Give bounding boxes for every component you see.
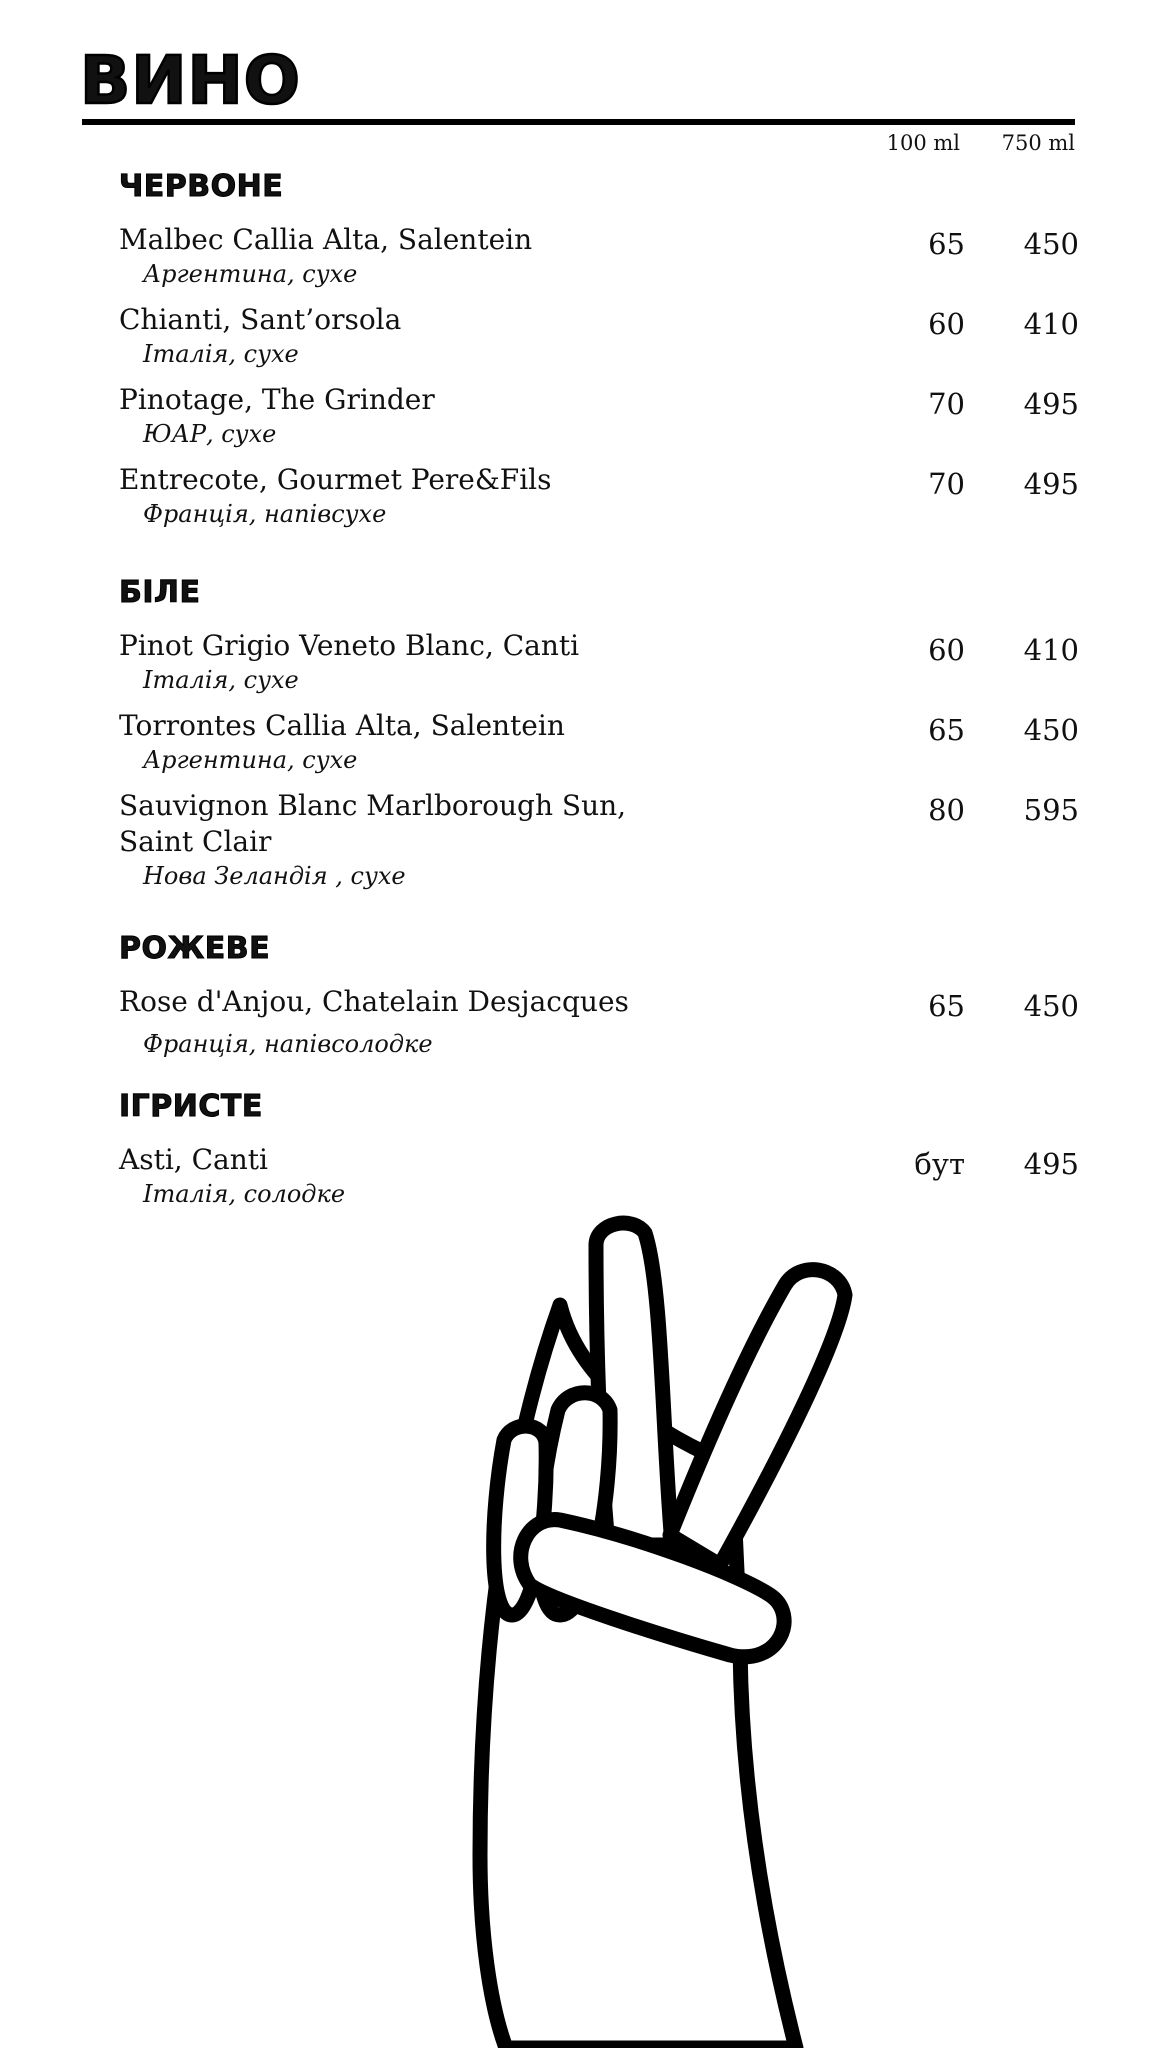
wine-name: Chianti, Sant’orsola: [119, 303, 402, 336]
menu-item: [119, 462, 1079, 530]
menu-item: [119, 222, 1079, 290]
menu-item: [119, 984, 1079, 1060]
price-100ml: 65: [928, 989, 965, 1023]
price-100ml: 65: [928, 227, 965, 261]
price-750ml: 450: [1023, 713, 1079, 747]
wine-origin: Італія, сухе: [143, 340, 299, 368]
menu-item: [119, 382, 1079, 450]
wine-origin: Аргентина, сухе: [143, 260, 358, 288]
price-100ml: 80: [928, 793, 965, 827]
section-rose: [119, 931, 1079, 1072]
peace-hand-icon: [440, 1215, 880, 2048]
price-750ml: 410: [1023, 633, 1079, 667]
section-white: [119, 575, 1079, 904]
price-750ml: 410: [1023, 307, 1079, 341]
wine-name: Torrontes Callia Alta, Salentein: [119, 709, 565, 742]
price-750ml: 495: [1023, 467, 1079, 501]
price-750ml: 595: [1023, 793, 1079, 827]
menu-item: [119, 302, 1079, 370]
wine-name: Asti, Canti: [119, 1143, 268, 1176]
price-100ml: 65: [928, 713, 965, 747]
wine-origin: Італія, солодке: [143, 1180, 346, 1208]
section-sparkling: [119, 1089, 1079, 1222]
price-100ml: 70: [928, 467, 965, 501]
wine-name: Malbec Callia Alta, Salentein: [119, 223, 533, 256]
wine-origin: Франція, напівсолодке: [143, 1030, 433, 1058]
menu-item: [119, 628, 1079, 696]
wine-name: Rose d'Anjou, Chatelain Desjacques: [119, 985, 629, 1018]
menu-item: [119, 708, 1079, 776]
wine-origin: Аргентина, сухе: [143, 746, 358, 774]
price-750ml: 450: [1023, 989, 1079, 1023]
price-750ml: 495: [1023, 1147, 1079, 1181]
wine-origin: Нова Зеландія , сухе: [143, 862, 406, 890]
price-100ml: 60: [928, 633, 965, 667]
wine-name: Sauvignon Blanc Marlborough Sun, Saint Clair: [119, 789, 627, 858]
price-100ml: 70: [928, 387, 965, 421]
column-header-750ml: 750 ml: [1001, 131, 1075, 155]
title-rule: [82, 119, 1075, 125]
menu-item: [119, 1142, 1079, 1210]
section-title: РОЖЕВЕ: [119, 931, 271, 966]
section-title: БІЛЕ: [119, 575, 201, 610]
menu-item: [119, 788, 1079, 892]
price-750ml: 495: [1023, 387, 1079, 421]
page-title: ВИНО: [80, 42, 301, 119]
price-100ml: бут: [914, 1147, 965, 1181]
wine-name: Pinot Grigio Veneto Blanc, Canti: [119, 629, 580, 662]
section-title: ЧЕРВОНЕ: [119, 169, 284, 204]
column-header-100ml: 100 ml: [886, 131, 960, 155]
price-100ml: 60: [928, 307, 965, 341]
wine-origin: Італія, сухе: [143, 666, 299, 694]
section-red: [119, 169, 1079, 542]
wine-name: Pinotage, The Grinder: [119, 383, 435, 416]
wine-name: Entrecote, Gourmet Pere&Fils: [119, 463, 552, 496]
wine-origin: ЮАР, сухе: [143, 420, 277, 448]
price-750ml: 450: [1023, 227, 1079, 261]
section-title: ІГРИСТЕ: [119, 1089, 263, 1124]
wine-origin: Франція, напівсухе: [143, 500, 387, 528]
